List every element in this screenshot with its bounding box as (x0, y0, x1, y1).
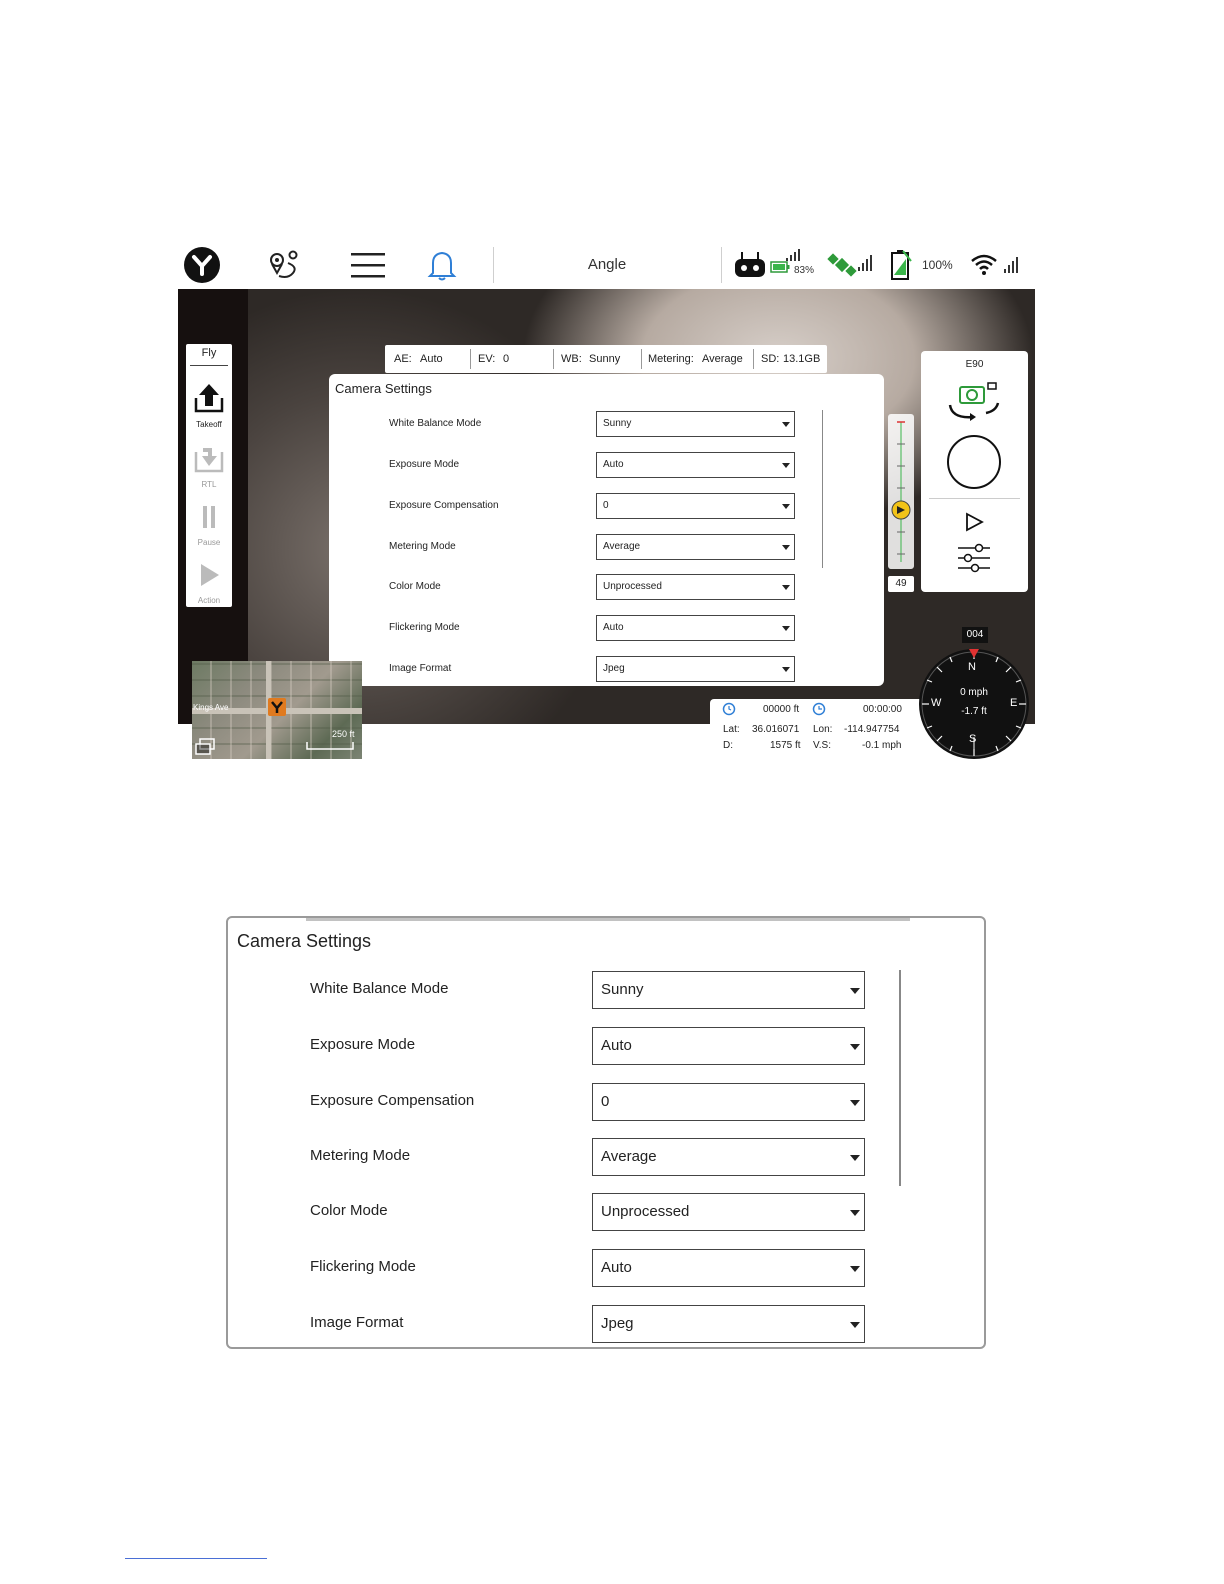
heading-value: 004 (962, 627, 988, 643)
white-balance-select[interactable] (592, 971, 865, 1009)
setting-row-exposure-compensation (329, 493, 884, 521)
camera-info-strip[interactable] (385, 345, 827, 373)
select-value: Sunny (601, 981, 644, 998)
compass-south: S (969, 733, 977, 745)
pause-label: Pause (197, 538, 221, 547)
camera-control-panel (921, 351, 1028, 592)
dropdown-arrow-icon (850, 1210, 860, 1216)
white-balance-select[interactable] (596, 411, 795, 437)
flight-mode-title[interactable]: Angle (587, 256, 627, 273)
dialog-title: Camera Settings (335, 381, 432, 396)
ev-value: 0 (503, 353, 510, 365)
map-scale-bar (306, 741, 354, 751)
setting-row-white-balance (228, 971, 988, 1009)
map-pin-route-icon[interactable] (266, 249, 302, 281)
divider (190, 365, 228, 366)
setting-label: Color Mode (389, 581, 441, 592)
sd-label: SD: (761, 353, 780, 365)
dropdown-arrow-icon (850, 1100, 860, 1106)
pause-button[interactable] (186, 502, 232, 547)
select-value: Unprocessed (603, 581, 662, 592)
controller-battery-icon (770, 261, 790, 273)
lon-value: -114.947754 (844, 724, 900, 735)
vertical-speed-label: V.S: (813, 740, 831, 751)
altitude: -1.7 ft (961, 706, 987, 717)
scrollbar[interactable] (822, 410, 823, 568)
select-value: Auto (603, 459, 624, 470)
app-screenshot (178, 241, 1035, 751)
ev-label: EV: (478, 353, 496, 365)
fly-panel-header: Fly (201, 347, 217, 359)
setting-label: Exposure Mode (389, 459, 460, 470)
setting-row-exposure-compensation (228, 1083, 988, 1121)
image-format-select[interactable] (592, 1305, 865, 1343)
takeoff-button[interactable] (186, 382, 232, 429)
gps-satellite-icon[interactable] (828, 251, 858, 279)
controller-battery-percent: 83% (794, 265, 815, 276)
divider (553, 349, 554, 369)
select-value: Auto (603, 622, 624, 633)
flickering-mode-select[interactable] (592, 1249, 865, 1287)
setting-label: Flickering Mode (310, 1258, 416, 1275)
exposure-mode-select[interactable] (596, 452, 795, 478)
setting-row-flickering-mode (329, 615, 884, 643)
action-button[interactable] (186, 560, 232, 605)
layers-icon[interactable] (194, 737, 216, 757)
metering-label: Metering: (648, 353, 694, 365)
ae-label: AE: (394, 353, 412, 365)
dropdown-arrow-icon (850, 1266, 860, 1272)
scrollbar[interactable] (899, 970, 901, 1186)
setting-label: Exposure Compensation (389, 500, 499, 511)
dialog-title: Camera Settings (237, 931, 372, 951)
select-value: 0 (601, 1093, 610, 1110)
action-play-icon (193, 560, 225, 590)
vertical-speed-value: -0.1 mph (862, 740, 902, 751)
gimbal-pitch-slider[interactable] (888, 414, 914, 569)
distance-label: D: (723, 740, 733, 751)
setting-label: Image Format (389, 663, 452, 674)
setting-row-flickering-mode (228, 1249, 988, 1287)
setting-label: Exposure Compensation (310, 1092, 475, 1109)
dropdown-arrow-icon (782, 667, 790, 672)
yuneec-logo-icon[interactable] (184, 247, 220, 283)
dropdown-arrow-icon (782, 545, 790, 550)
color-mode-select[interactable] (596, 574, 795, 600)
setting-label: White Balance Mode (310, 980, 449, 997)
select-value: 0 (603, 500, 609, 511)
select-value: Jpeg (603, 663, 625, 674)
setting-row-metering-mode (228, 1138, 988, 1176)
dialog-top-edge (306, 918, 910, 921)
divider (470, 349, 471, 369)
divider (753, 349, 754, 369)
top-bar (178, 241, 1035, 290)
shutter-button-icon[interactable] (947, 435, 1001, 489)
lat-label: Lat: (723, 724, 740, 735)
select-value: Auto (601, 1037, 632, 1054)
lat-value: 36.016071 (752, 724, 800, 735)
camera-settings-dialog-enlarged (226, 916, 986, 1349)
clock-icon (812, 702, 826, 716)
select-value: Auto (601, 1259, 632, 1276)
drone-location-marker (268, 698, 286, 716)
dropdown-arrow-icon (850, 1044, 860, 1050)
dropdown-arrow-icon (782, 626, 790, 631)
metering-value: Average (702, 353, 743, 365)
select-value: Average (601, 1148, 657, 1165)
dropdown-arrow-icon (850, 988, 860, 994)
map-scale-label: 250 ft (332, 729, 355, 739)
dropdown-arrow-icon (782, 504, 790, 509)
signal-bars-icon (1004, 257, 1020, 273)
dropdown-arrow-icon (782, 585, 790, 590)
drone-battery-percent: 100% (922, 258, 953, 272)
setting-row-image-format (228, 1305, 988, 1343)
ae-value: Auto (420, 353, 443, 365)
distance-home-value: 00000 ft (763, 704, 800, 715)
gimbal-pitch-value: 49 (888, 576, 914, 592)
dropdown-arrow-icon (850, 1322, 860, 1328)
setting-label: Flickering Mode (389, 622, 460, 633)
sd-value: 13.1GB (783, 353, 821, 365)
select-value: Jpeg (601, 1315, 634, 1332)
wb-value: Sunny (589, 353, 621, 365)
bell-icon[interactable] (428, 249, 456, 281)
camera-model-label: E90 (965, 359, 984, 370)
setting-row-color-mode (329, 574, 884, 602)
image-format-select[interactable] (596, 656, 795, 682)
flight-time-value: 00:00:00 (863, 704, 902, 715)
takeoff-label: Takeoff (196, 420, 222, 429)
action-label: Action (197, 596, 221, 605)
camera-settings-sliders-icon[interactable] (957, 543, 991, 573)
setting-row-exposure-mode (228, 1027, 988, 1065)
divider (641, 349, 642, 369)
setting-row-exposure-mode (329, 452, 884, 480)
lon-label: Lon: (813, 724, 833, 735)
compass-north: N (968, 661, 976, 673)
signal-bars-icon (858, 255, 874, 271)
rtl-label: RTL (201, 480, 217, 489)
setting-row-white-balance (329, 411, 884, 439)
compass (919, 649, 1029, 759)
dropdown-arrow-icon (782, 422, 790, 427)
select-value: Sunny (603, 418, 632, 429)
timer-icon (722, 702, 736, 716)
gimbal-scale (888, 414, 914, 569)
metering-mode-select[interactable] (596, 534, 795, 560)
rtl-icon (193, 442, 225, 474)
divider (721, 247, 722, 283)
fly-panel (186, 344, 232, 607)
camera-video-feed[interactable] (178, 289, 1035, 751)
setting-label: Image Format (310, 1314, 404, 1331)
setting-label: Color Mode (310, 1202, 388, 1219)
camera-switch-icon[interactable] (946, 379, 1002, 423)
select-value: Average (603, 541, 641, 552)
select-value: Unprocessed (601, 1203, 690, 1220)
exposure-compensation-select[interactable] (592, 1083, 865, 1121)
setting-row-image-format (329, 656, 884, 684)
wb-label: WB: (561, 353, 582, 365)
compass-east: E (1010, 697, 1018, 709)
setting-label: Exposure Mode (310, 1036, 416, 1053)
metering-mode-select[interactable] (592, 1138, 865, 1176)
distance-value: 1575 ft (770, 740, 801, 751)
remote-controller-icon[interactable] (734, 251, 766, 279)
pause-icon (193, 502, 225, 532)
flickering-mode-select[interactable] (596, 615, 795, 641)
dropdown-arrow-icon (782, 463, 790, 468)
setting-row-color-mode (228, 1193, 988, 1231)
camera-settings-dialog (329, 374, 884, 686)
setting-label: White Balance Mode (389, 418, 482, 429)
signal-bars-icon (786, 249, 800, 261)
footnote-separator (125, 1558, 267, 1559)
exposure-compensation-select[interactable] (596, 493, 795, 519)
dropdown-arrow-icon (850, 1155, 860, 1161)
map-street-label: Kings Ave (193, 703, 229, 712)
setting-row-metering-mode (329, 534, 884, 562)
color-mode-select[interactable] (592, 1193, 865, 1231)
playback-icon[interactable] (963, 511, 985, 533)
takeoff-icon (193, 382, 225, 414)
wifi-icon[interactable] (970, 253, 998, 277)
setting-label: Metering Mode (310, 1147, 411, 1164)
setting-label: Metering Mode (389, 541, 456, 552)
drone-battery-icon[interactable] (889, 249, 913, 281)
menu-icon[interactable] (350, 251, 386, 279)
ground-speed: 0 mph (960, 687, 988, 698)
compass-west: W (931, 697, 942, 709)
rtl-button[interactable] (186, 442, 232, 489)
exposure-mode-select[interactable] (592, 1027, 865, 1065)
mini-map[interactable] (192, 661, 362, 759)
divider (929, 498, 1020, 499)
